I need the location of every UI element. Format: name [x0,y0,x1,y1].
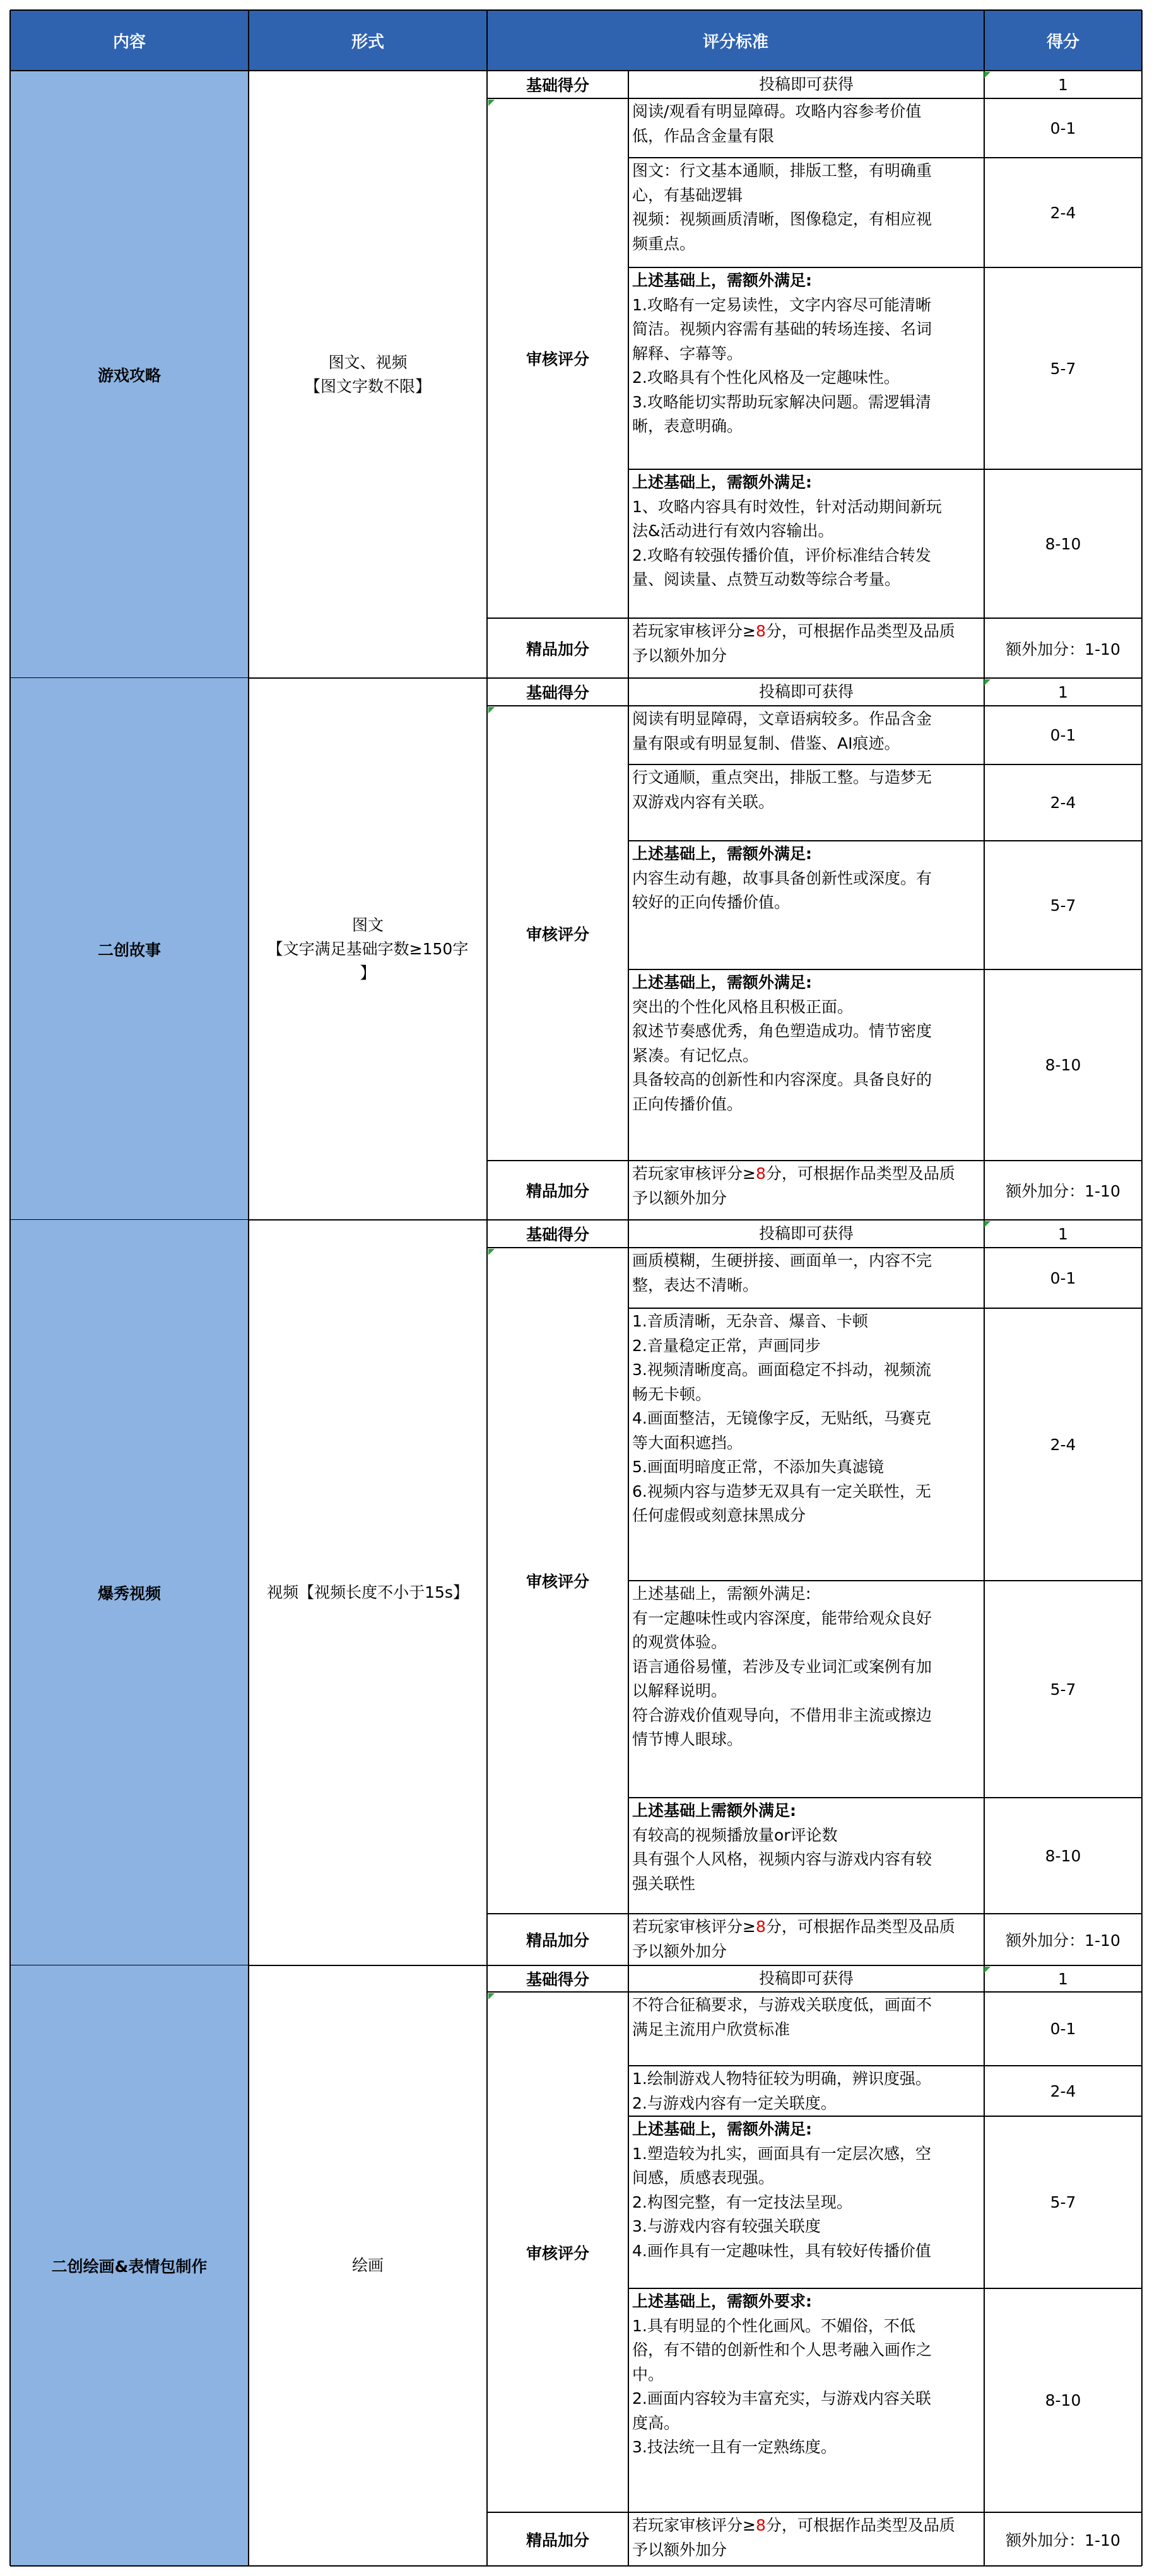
criteria-line: 符合游戏价值观导向，不借用非主流或擦边 [632,1706,932,1724]
grid-line [984,678,985,1220]
bonus-score-value: 额外加分：1-10 [1006,1931,1120,1950]
base-score-criteria: 投稿即可获得 [758,1969,854,1988]
header-score: 得分 [984,10,1142,71]
bonus-criteria-cell [628,1914,984,1965]
review-score-range: 0-1 [1050,1268,1076,1287]
criteria-line: 2.画面内容较为丰富充实，与游戏内容关联 [632,2389,931,2408]
bonus-score-value: 额外加分：1-10 [1006,640,1120,659]
bonus-score-label: 精品加分 [526,1182,589,1200]
criteria-line: 简洁。视频内容需有基础的转场连接、名词 [632,320,932,338]
base-score-value: 1 [1058,1224,1068,1243]
criteria-line: 1.塑造较为扎实，画面具有一定层次感，空 [632,2144,931,2163]
criteria-line: 有较高的视频播放量or评论数 [632,1825,838,1844]
category-cell: 爆秀视频 [10,1220,249,1965]
bonus-criteria-line: 予以额外加分 [632,646,727,665]
criteria-line: 间感，质感表现强。 [632,2169,775,2187]
review-criteria-cell [628,469,984,618]
format-line: 图文、视频 [328,353,408,372]
bonus-criteria-cell [628,618,984,678]
criteria-line: 紧凑。有记忆点。 [632,1046,759,1065]
grid-line [628,764,1142,765]
grid-line [487,618,1142,619]
review-criteria-cell [628,1248,984,1308]
grid-line [628,1580,1142,1581]
review-score-label: 审核评分 [526,2244,589,2263]
criteria-line: 等大面积遮挡。 [632,1433,743,1452]
review-score-range: 8-10 [1045,534,1081,553]
criteria-line: 的观赏体验。 [632,1633,727,1651]
bonus-threshold: 8 [755,622,766,640]
base-score-value: 1 [1058,682,1068,701]
review-score-range: 2-4 [1050,1435,1076,1454]
grid-line [628,267,1142,268]
grid-line [10,70,1142,71]
criteria-line: 1.具有明显的个性化画风。不媚俗，不低 [632,2316,915,2335]
grid-line [628,678,629,1220]
header-criteria: 评分标准 [487,10,984,71]
criteria-line: 阅读/观看有明显障碍。攻略内容参考价值 [632,102,922,120]
criteria-line: 1.音质清晰，无杂音、爆音、卡顿 [632,1312,868,1330]
grid-line [628,1220,629,1965]
criteria-line: 整，表达不清晰。 [632,1275,759,1294]
review-score-range: 2-4 [1050,793,1076,812]
format-cell [249,678,487,1220]
criteria-line: 度高。 [632,2413,680,2432]
criteria-line: 语言通俗易懂，若涉及专业词汇或案例有加 [632,1657,932,1676]
criteria-line: 画质模糊，生硬拼接、画面单一，内容不完 [632,1251,932,1270]
review-criteria-cell [628,98,984,158]
criteria-line: 3.技法统一且有一定熟练度。 [632,2438,837,2456]
criteria-line: 1.绘制游戏人物特征较为明确，辨识度强。 [632,2070,931,2088]
criteria-line: 6.视频内容与造梦无双具有一定关联性，无 [632,1482,931,1501]
grid-line [487,98,1142,99]
cell-comment-marker [488,1993,495,1999]
grid-line [10,9,1142,11]
criteria-line: 3.攻略能切实帮助玩家解决问题。需逻辑清 [632,392,931,411]
criteria-line: 不符合征稿要求，与游戏关联度低，画面不 [632,1996,932,2014]
category-cell: 二创绘画&表情包制作 [10,1965,249,2566]
criteria-line: 满足主流用户欣赏标准 [632,2020,791,2039]
criteria-line: 上述基础上，需额外满足: [632,271,812,290]
bonus-text-post: 分，可根据作品类型及品质 [765,1164,955,1183]
review-score-range: 0-1 [1050,2020,1076,2038]
base-score-label: 基础得分 [526,684,589,702]
bonus-criteria-cell [628,1161,984,1220]
grid-line [628,157,1142,158]
bonus-criteria-line [632,1162,980,1186]
review-criteria-cell [628,158,984,267]
review-score-range: 0-1 [1050,726,1076,744]
criteria-line: 突出的个性化风格且积极正面。 [632,997,854,1016]
bonus-criteria-line [632,1915,980,1940]
grid-line [628,2288,1142,2289]
grid-line [487,1991,1142,1993]
criteria-line: 上述基础上，需额外满足: [632,845,812,863]
cell-comment-marker [984,1221,990,1227]
bonus-criteria-line: 予以额外加分 [632,1188,727,1207]
criteria-line: 俗，有不错的创新性和个人思考融入画作之 [632,2341,932,2359]
bonus-criteria-cell [628,2512,984,2566]
header-format: 形式 [249,10,487,71]
review-criteria-cell [628,2066,984,2116]
bonus-threshold: 8 [755,1164,766,1183]
bonus-text-pre: 若玩家审核评分≥ [632,1164,756,1183]
format-text [352,2254,384,2278]
base-score-value: 1 [1058,1969,1068,1988]
bonus-criteria-line [632,619,980,644]
grid-line [487,2512,1142,2513]
bonus-text-pre: 若玩家审核评分≥ [632,622,756,640]
base-score-label: 基础得分 [526,1226,589,1244]
review-score-range: 2-4 [1050,203,1076,222]
cell-comment-marker [488,100,495,106]
review-criteria-cell [628,2116,984,2288]
bonus-text-post: 分，可根据作品类型及品质 [765,2516,955,2534]
review-score-label: 审核评分 [526,925,589,944]
review-criteria-cell [628,1992,984,2066]
bonus-score-label: 精品加分 [526,1931,589,1950]
criteria-line: 低，作品含金量有限 [632,126,775,145]
criteria-line: 有一定趣味性或内容深度，能带给观众良好 [632,1608,932,1627]
review-criteria-cell [628,1798,984,1914]
review-score-range: 5-7 [1050,1680,1076,1699]
format-cell [249,71,487,678]
cell-comment-marker [488,707,495,713]
review-score-range: 5-7 [1050,359,1076,378]
bonus-text-pre: 若玩家审核评分≥ [632,2516,756,2534]
criteria-line: 畅无卡顿。 [632,1385,712,1403]
review-score-range: 0-1 [1050,119,1076,138]
criteria-line: 具有强个人风格，视频内容与游戏内容有较 [632,1850,932,1868]
criteria-line: 情节博人眼球。 [632,1730,743,1748]
grid-line [487,1160,1142,1161]
review-score-range: 5-7 [1050,896,1076,915]
review-score-range: 8-10 [1045,1846,1081,1865]
criteria-line: 正向传播价值。 [632,1094,743,1113]
criteria-line: 3.与游戏内容有较强关联度 [632,2217,821,2235]
bonus-score-label: 精品加分 [526,640,589,659]
criteria-line: 量有限或有明显复制、借鉴、AI痕迹。 [632,734,900,752]
format-text [267,1581,469,1605]
review-score-range: 5-7 [1050,2193,1076,2211]
review-criteria-cell [628,706,984,764]
criteria-line: 上述基础上，需额外满足: [632,973,812,992]
format-text [305,351,431,399]
header-content: 内容 [10,10,249,71]
criteria-line: 量、阅读量、点赞互动数等综合考量。 [632,570,901,588]
criteria-line: 1.攻略有一定易读性，文字内容尽可能清晰 [632,295,931,314]
review-criteria-cell [628,764,984,841]
review-criteria-cell [628,969,984,1161]
grid-line [248,10,249,2566]
base-score-value: 1 [1058,75,1068,94]
criteria-line: 心，有基础逻辑 [632,185,743,204]
criteria-line: 2.攻略具有个性化风格及一定趣味性。 [632,368,900,387]
criteria-line: 中。 [632,2365,664,2384]
review-criteria-cell [628,1581,984,1798]
review-score-label: 审核评分 [526,350,589,368]
bonus-score-value: 额外加分：1-10 [1006,2531,1120,2550]
grid-line [984,1220,985,1965]
format-line: 【文字满足基础字数≥150字 [267,939,469,958]
bonus-criteria-line: 予以额外加分 [632,2540,727,2559]
format-line: 【图文字数不限】 [304,377,431,395]
grid-line [628,1308,1142,1309]
criteria-line: 解释、字幕等。 [632,344,743,363]
bonus-text-pre: 若玩家审核评分≥ [632,1917,756,1936]
grid-line [984,71,985,678]
format-line: 绘画 [351,2256,384,2274]
format-line: 】 [360,963,376,982]
grid-line [628,1797,1142,1798]
review-score-range: 2-4 [1050,2081,1076,2100]
criteria-line: 双游戏内容有关联。 [632,792,775,811]
criteria-line: 1、攻略内容具有时效性，针对活动期间新玩 [632,497,942,516]
review-criteria-cell [628,841,984,969]
review-criteria-cell [628,267,984,469]
criteria-line: 4.画作具有一定趣味性，具有较好传播价值 [632,2241,931,2260]
format-line: 图文 [351,915,384,934]
grid-line [628,2116,1142,2117]
criteria-line: 以解释说明。 [632,1682,727,1700]
grid-line [487,705,1142,706]
criteria-line: 阅读有明显障碍，文章语病较多。作品含金 [632,710,932,728]
format-cell [249,1220,487,1965]
criteria-line: 上述基础上需额外满足: [632,1801,796,1820]
grid-line [487,1913,1142,1914]
bonus-score-label: 精品加分 [526,2531,589,2550]
review-score-range: 8-10 [1045,1056,1081,1074]
criteria-line: 上述基础上，需额外要求: [632,2292,812,2310]
criteria-line: 内容生动有趣，故事具备创新性或深度。有 [632,869,932,887]
criteria-line: 4.画面整洁，无镜像字反，无贴纸，马赛克 [632,1409,931,1427]
grid-line [9,10,11,2566]
grid-line [628,71,629,678]
category-cell: 二创故事 [10,678,249,1220]
category-cell: 游戏攻略 [10,71,249,678]
criteria-line: 上述基础上，需额外满足: [632,473,812,491]
criteria-line: 视频：视频画质清晰，图像稳定，有相应视 [632,210,932,228]
criteria-line: 3.视频清晰度高。画面稳定不抖动，视频流 [632,1361,931,1379]
cell-comment-marker [984,679,990,686]
base-score-label: 基础得分 [526,1970,589,1989]
criteria-line: 较好的正向传播价值。 [632,893,791,911]
base-score-label: 基础得分 [526,76,589,95]
review-criteria-cell [628,1308,984,1581]
criteria-line: 法&活动进行有效内容输出。 [632,522,834,540]
criteria-line: 图文：行文基本通顺，排版工整，有明确重 [632,161,932,180]
cell-comment-marker [984,1967,990,1973]
bonus-criteria-line: 予以额外加分 [632,1941,727,1960]
base-score-criteria: 投稿即可获得 [758,682,854,701]
criteria-line: 频重点。 [632,234,696,253]
grid-line [486,10,488,2566]
grid-line [628,840,1142,841]
grid-line [487,1247,1142,1248]
criteria-line: 2.构图完整，有一定技法呈现。 [632,2193,852,2211]
criteria-line: 2.音量稳定正常，声画同步 [632,1336,821,1355]
bonus-threshold: 8 [755,2516,766,2534]
criteria-line: 具备较高的创新性和内容深度。具备良好的 [632,1070,932,1089]
base-score-criteria: 投稿即可获得 [758,74,854,93]
grid-line [628,1965,629,2566]
grid-line [1141,10,1143,2566]
format-line: 视频【视频长度不小于15s】 [267,1583,469,1601]
criteria-line: 上述基础上，需额外满足: [632,1584,811,1603]
grid-line [628,469,1142,470]
bonus-threshold: 8 [755,1917,766,1936]
format-cell [249,1965,487,2566]
bonus-text-post: 分，可根据作品类型及品质 [765,622,955,640]
criteria-line: 强关联性 [632,1874,696,1893]
grid-line [628,969,1142,970]
base-score-criteria: 投稿即可获得 [758,1224,854,1243]
criteria-line: 上述基础上，需额外满足: [632,2120,812,2138]
grid-line [628,2065,1142,2066]
review-score-range: 8-10 [1045,2391,1081,2409]
criteria-line: 2.与游戏内容有一定关联度。 [632,2093,837,2112]
criteria-line: 行文通顺，重点突出，排版工整。与造梦无 [632,768,932,787]
format-text [267,913,469,985]
criteria-line: 任何虚假或刻意抹黑成分 [632,1506,806,1525]
bonus-criteria-line [632,2514,980,2538]
review-score-label: 审核评分 [526,1572,589,1591]
grid-line [984,10,985,71]
grid-line [984,1965,985,2566]
bonus-score-value: 额外加分：1-10 [1006,1182,1120,1200]
criteria-line: 晰，表意明确。 [632,417,743,435]
review-criteria-cell [628,2288,984,2512]
bonus-text-post: 分，可根据作品类型及品质 [765,1917,955,1936]
criteria-line: 5.画面明暗度正常，不添加失真滤镜 [632,1458,884,1476]
criteria-line: 2.攻略有较强传播价值，评价标准结合转发 [632,546,931,565]
criteria-line: 叙述节奏感优秀，角色塑造成功。情节密度 [632,1022,932,1040]
cell-comment-marker [984,72,990,78]
cell-comment-marker [488,1249,495,1255]
grid-line [10,2565,1142,2567]
